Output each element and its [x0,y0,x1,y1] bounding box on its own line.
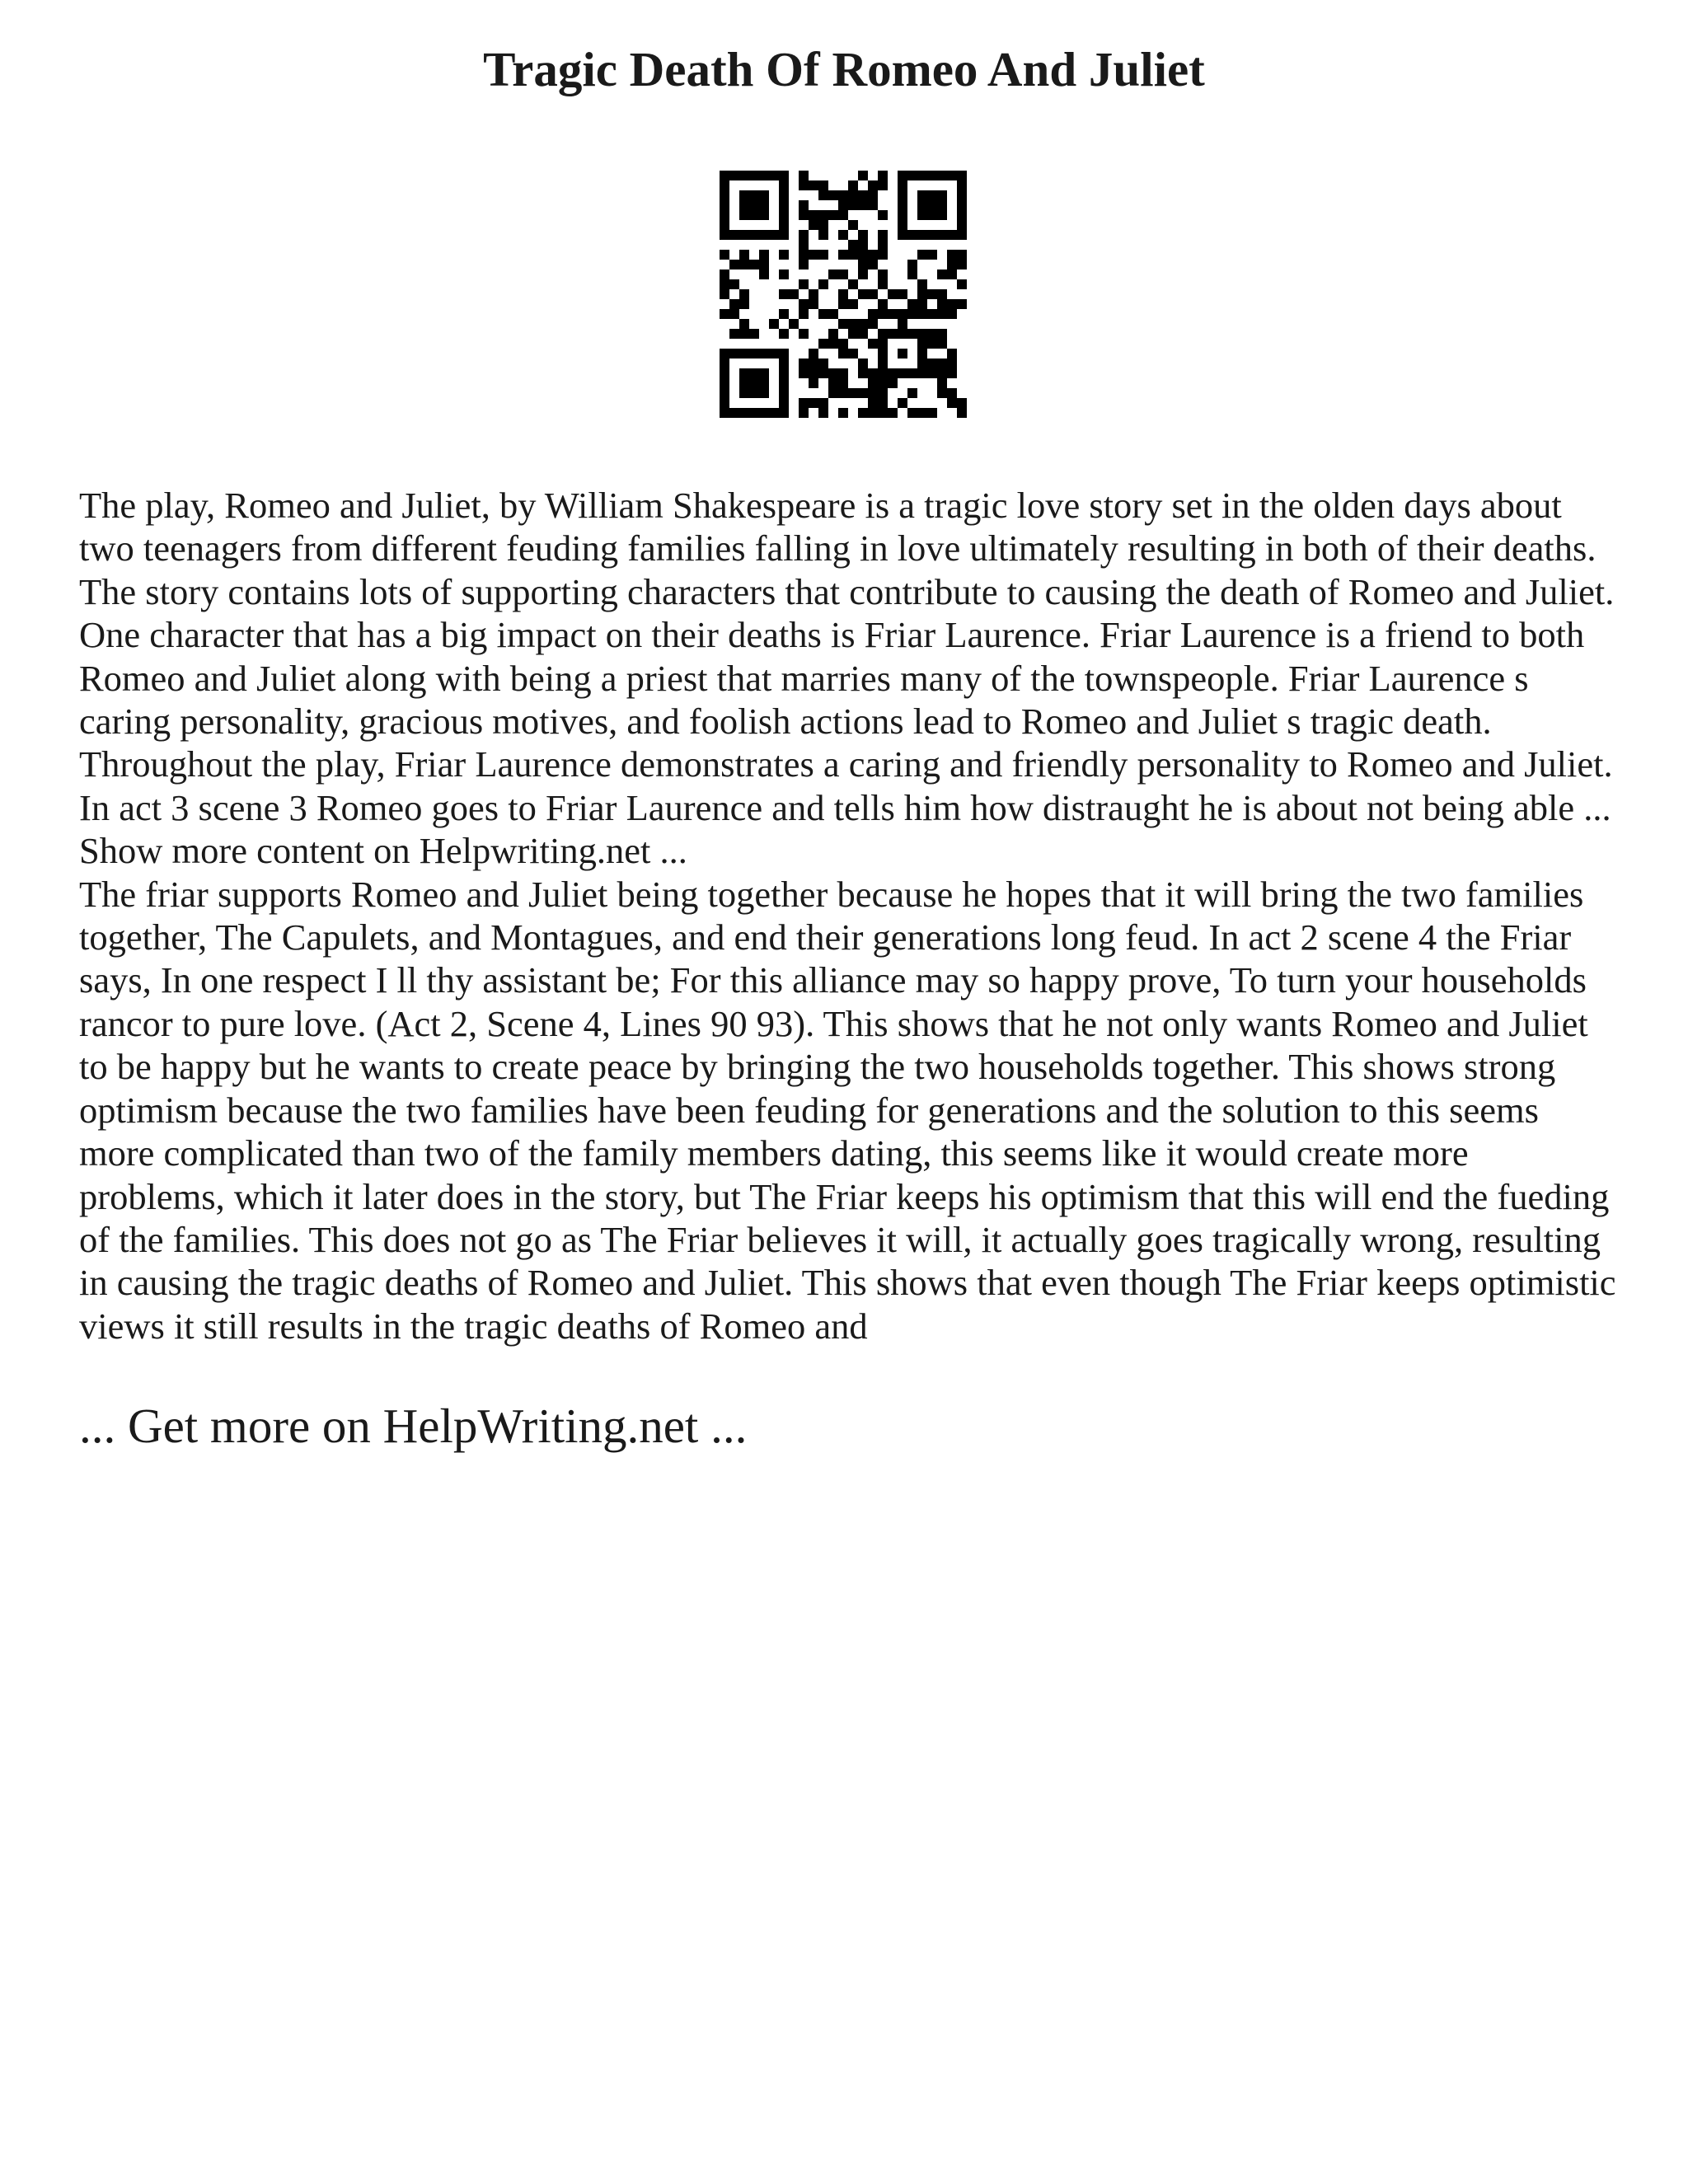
qr-code-icon [720,171,967,418]
article-body [79,484,1620,1347]
paragraph-2: The friar supports Romeo and Juliet being together because he hopes that it will bring the two families together, The Capulets, and Montagues, and end their generations long feud. In act 2 scene 4 the Friar says, In one respect I ll thy assistant be; For this alliance may so happy prove, To turn your households rancor to pure love. (Act 2, Scene 4, Lines 90 93). This shows that he not only wants Romeo and Juliet to be happy but he wants to create peace by bringing the two households together. This shows strong optimism because the two families have been feuding for generations and the solution to this seems more complicated than two of the family members dating, this seems like it would create more problems, which it later does in the story, but The Friar keeps his optimism that this will end the fueding of the families. This does not go as The Friar believes it will, it actually goes tragically wrong, resulting in causing the tragic deaths of Romeo and Juliet. This shows that even though The Friar keeps optimistic views it still results in the tragic deaths of Romeo and [79,873,1616,1347]
qr-code-graphic [720,171,967,418]
paragraph-1: The play, Romeo and Juliet, by William Shakespeare is a tragic love story set in the olden days about two teenagers from different feuding families falling in love ultimately resulting in both of their deaths. The story contains lots of supporting characters that contribute to causing the death of Romeo and Juliet. One character that has a big impact on their deaths is Friar Laurence. Friar Laurence is a friend to both Romeo and Juliet along with being a priest that marries many of the townspeople. Friar Laurence s caring personality, gracious motives, and foolish actions lead to Romeo and Juliet s tragic death. Throughout the play, Friar Laurence demonstrates a caring and friendly personality to Romeo and Juliet. In act 3 scene 3 Romeo goes to Friar Laurence and tells him how distraught he is about not being able ... Show more content on Helpwriting.net ... [79,485,1615,872]
page-title: Tragic Death Of Romeo And Juliet [483,42,1205,96]
get-more-link[interactable]: ... Get more on HelpWriting.net ... [79,1399,748,1453]
